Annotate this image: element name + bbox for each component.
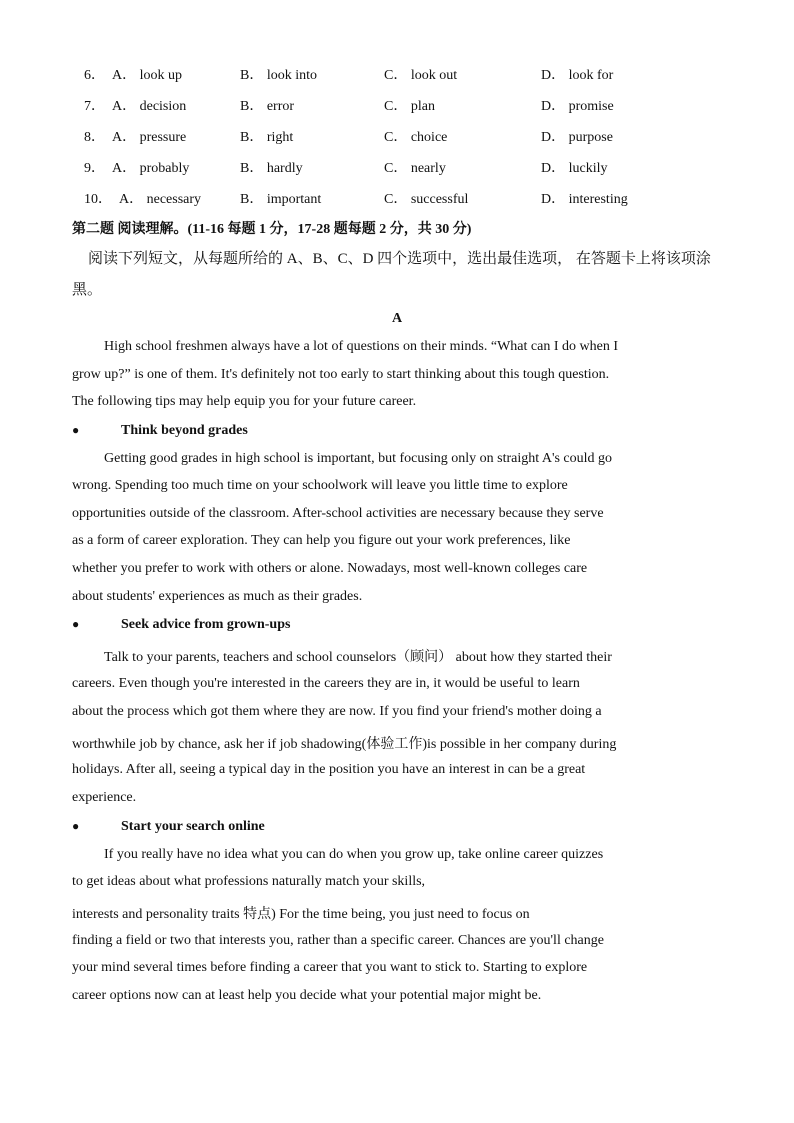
option-a: A． probably bbox=[112, 161, 190, 176]
question-number: 9． bbox=[84, 161, 105, 176]
paragraph-line: to get ideas about what professions naturally match your skills, bbox=[72, 874, 426, 889]
question-number: 6． bbox=[84, 68, 105, 83]
option-d: D． luckily bbox=[541, 161, 608, 176]
bullet-icon: ● bbox=[72, 819, 80, 833]
paragraph-line: as a form of career exploration. They can help you figure out your work preferences, like bbox=[72, 533, 571, 548]
heading-text: Think beyond grades bbox=[121, 423, 248, 438]
paragraph-line: about students' experiences as much as their grades. bbox=[72, 589, 363, 604]
option-c: C． nearly bbox=[384, 161, 446, 176]
question-number: 10． bbox=[84, 192, 112, 207]
paragraph-line: Talk to your parents, teachers and school counselors（顾问） about how they started their bbox=[104, 650, 612, 665]
paragraph-line: experience. bbox=[72, 790, 137, 805]
option-c: C． look out bbox=[384, 68, 458, 83]
option-a: A． look up bbox=[112, 68, 182, 83]
option-row-7 bbox=[0, 95, 794, 119]
question-number: 7． bbox=[84, 99, 105, 114]
paragraph-line: whether you prefer to work with others or alone. Nowadays, most well-known colleges care bbox=[72, 561, 588, 576]
option-d: D． interesting bbox=[541, 192, 628, 207]
option-a: A． necessary bbox=[119, 192, 202, 207]
option-c: C． successful bbox=[384, 192, 469, 207]
option-row-10 bbox=[0, 188, 794, 212]
paragraph-line: If you really have no idea what you can do when you grow up, take online career quizzes bbox=[104, 847, 604, 862]
option-d: D． look for bbox=[541, 68, 614, 83]
option-row-9 bbox=[0, 157, 794, 181]
option-c: C． plan bbox=[384, 99, 435, 114]
paragraph-line: about the process which got them where they are now. If you find your friend's mother doing a bbox=[72, 704, 602, 719]
option-d: D． purpose bbox=[541, 130, 613, 145]
paragraph-line: wrong. Spending too much time on your schoolwork will leave you little time to explore bbox=[72, 478, 568, 493]
paragraph-line: worthwhile job by chance, ask her if job shadowing(体验工作)is possible in her company during bbox=[72, 737, 617, 752]
option-b: B． error bbox=[240, 99, 295, 114]
section-title: 第二题 阅读理解。(11-16 每题 1 分，17-28 题每题 2 分，共 30 分) bbox=[72, 222, 472, 237]
option-b: B． important bbox=[240, 192, 322, 207]
option-c: C． choice bbox=[384, 130, 448, 145]
option-b: B． hardly bbox=[240, 161, 303, 176]
paragraph-line: interests and personality traits 特点) For the time being, you just need to focus on bbox=[72, 907, 530, 922]
option-a: A． pressure bbox=[112, 130, 187, 145]
paragraph-line: careers. Even though you're interested in the careers they are in, it would be useful to learn bbox=[72, 676, 580, 691]
option-row-6 bbox=[0, 64, 794, 88]
paragraph-line: career options now can at least help you decide what your potential major might be. bbox=[72, 988, 542, 1003]
paragraph-line: finding a field or two that interests you, rather than a specific career. Chances are you'll change bbox=[72, 933, 604, 948]
heading-text: Start your search online bbox=[121, 819, 265, 834]
paragraph-line: your mind several times before finding a career that you want to stick to. Starting to explore bbox=[72, 960, 588, 975]
bullet-icon: ● bbox=[72, 423, 80, 437]
option-b: B． look into bbox=[240, 68, 318, 83]
instruction-text: 阅读下列短文，从每题所给的 A、B、C、D 四个选项中，选出最佳选项， 在答题卡上将该项涂黑。 bbox=[72, 251, 711, 298]
option-b: B． right bbox=[240, 130, 294, 145]
option-d: D． promise bbox=[541, 99, 614, 114]
question-number: 8． bbox=[84, 130, 105, 145]
option-a: A． decision bbox=[112, 99, 187, 114]
bullet-icon: ● bbox=[72, 617, 80, 631]
paragraph-line: Getting good grades in high school is important, but focusing only on straight A's could go bbox=[104, 451, 613, 466]
paragraph-line: grow up?” is one of them. It's definitely not too early to start thinking about this tough question. bbox=[72, 367, 610, 382]
option-row-8 bbox=[0, 126, 794, 150]
passage-letter: A bbox=[391, 311, 403, 326]
paragraph-line: opportunities outside of the classroom. After-school activities are necessary because they serve bbox=[72, 506, 604, 521]
paragraph-line: High school freshmen always have a lot of questions on their minds. “What can I do when I bbox=[104, 339, 618, 354]
paragraph-line: holidays. After all, seeing a typical day in the position you have an interest in can be a great bbox=[72, 762, 586, 777]
paragraph-line: The following tips may help equip you for your future career. bbox=[72, 394, 417, 409]
heading-text: Seek advice from grown-ups bbox=[121, 617, 291, 632]
